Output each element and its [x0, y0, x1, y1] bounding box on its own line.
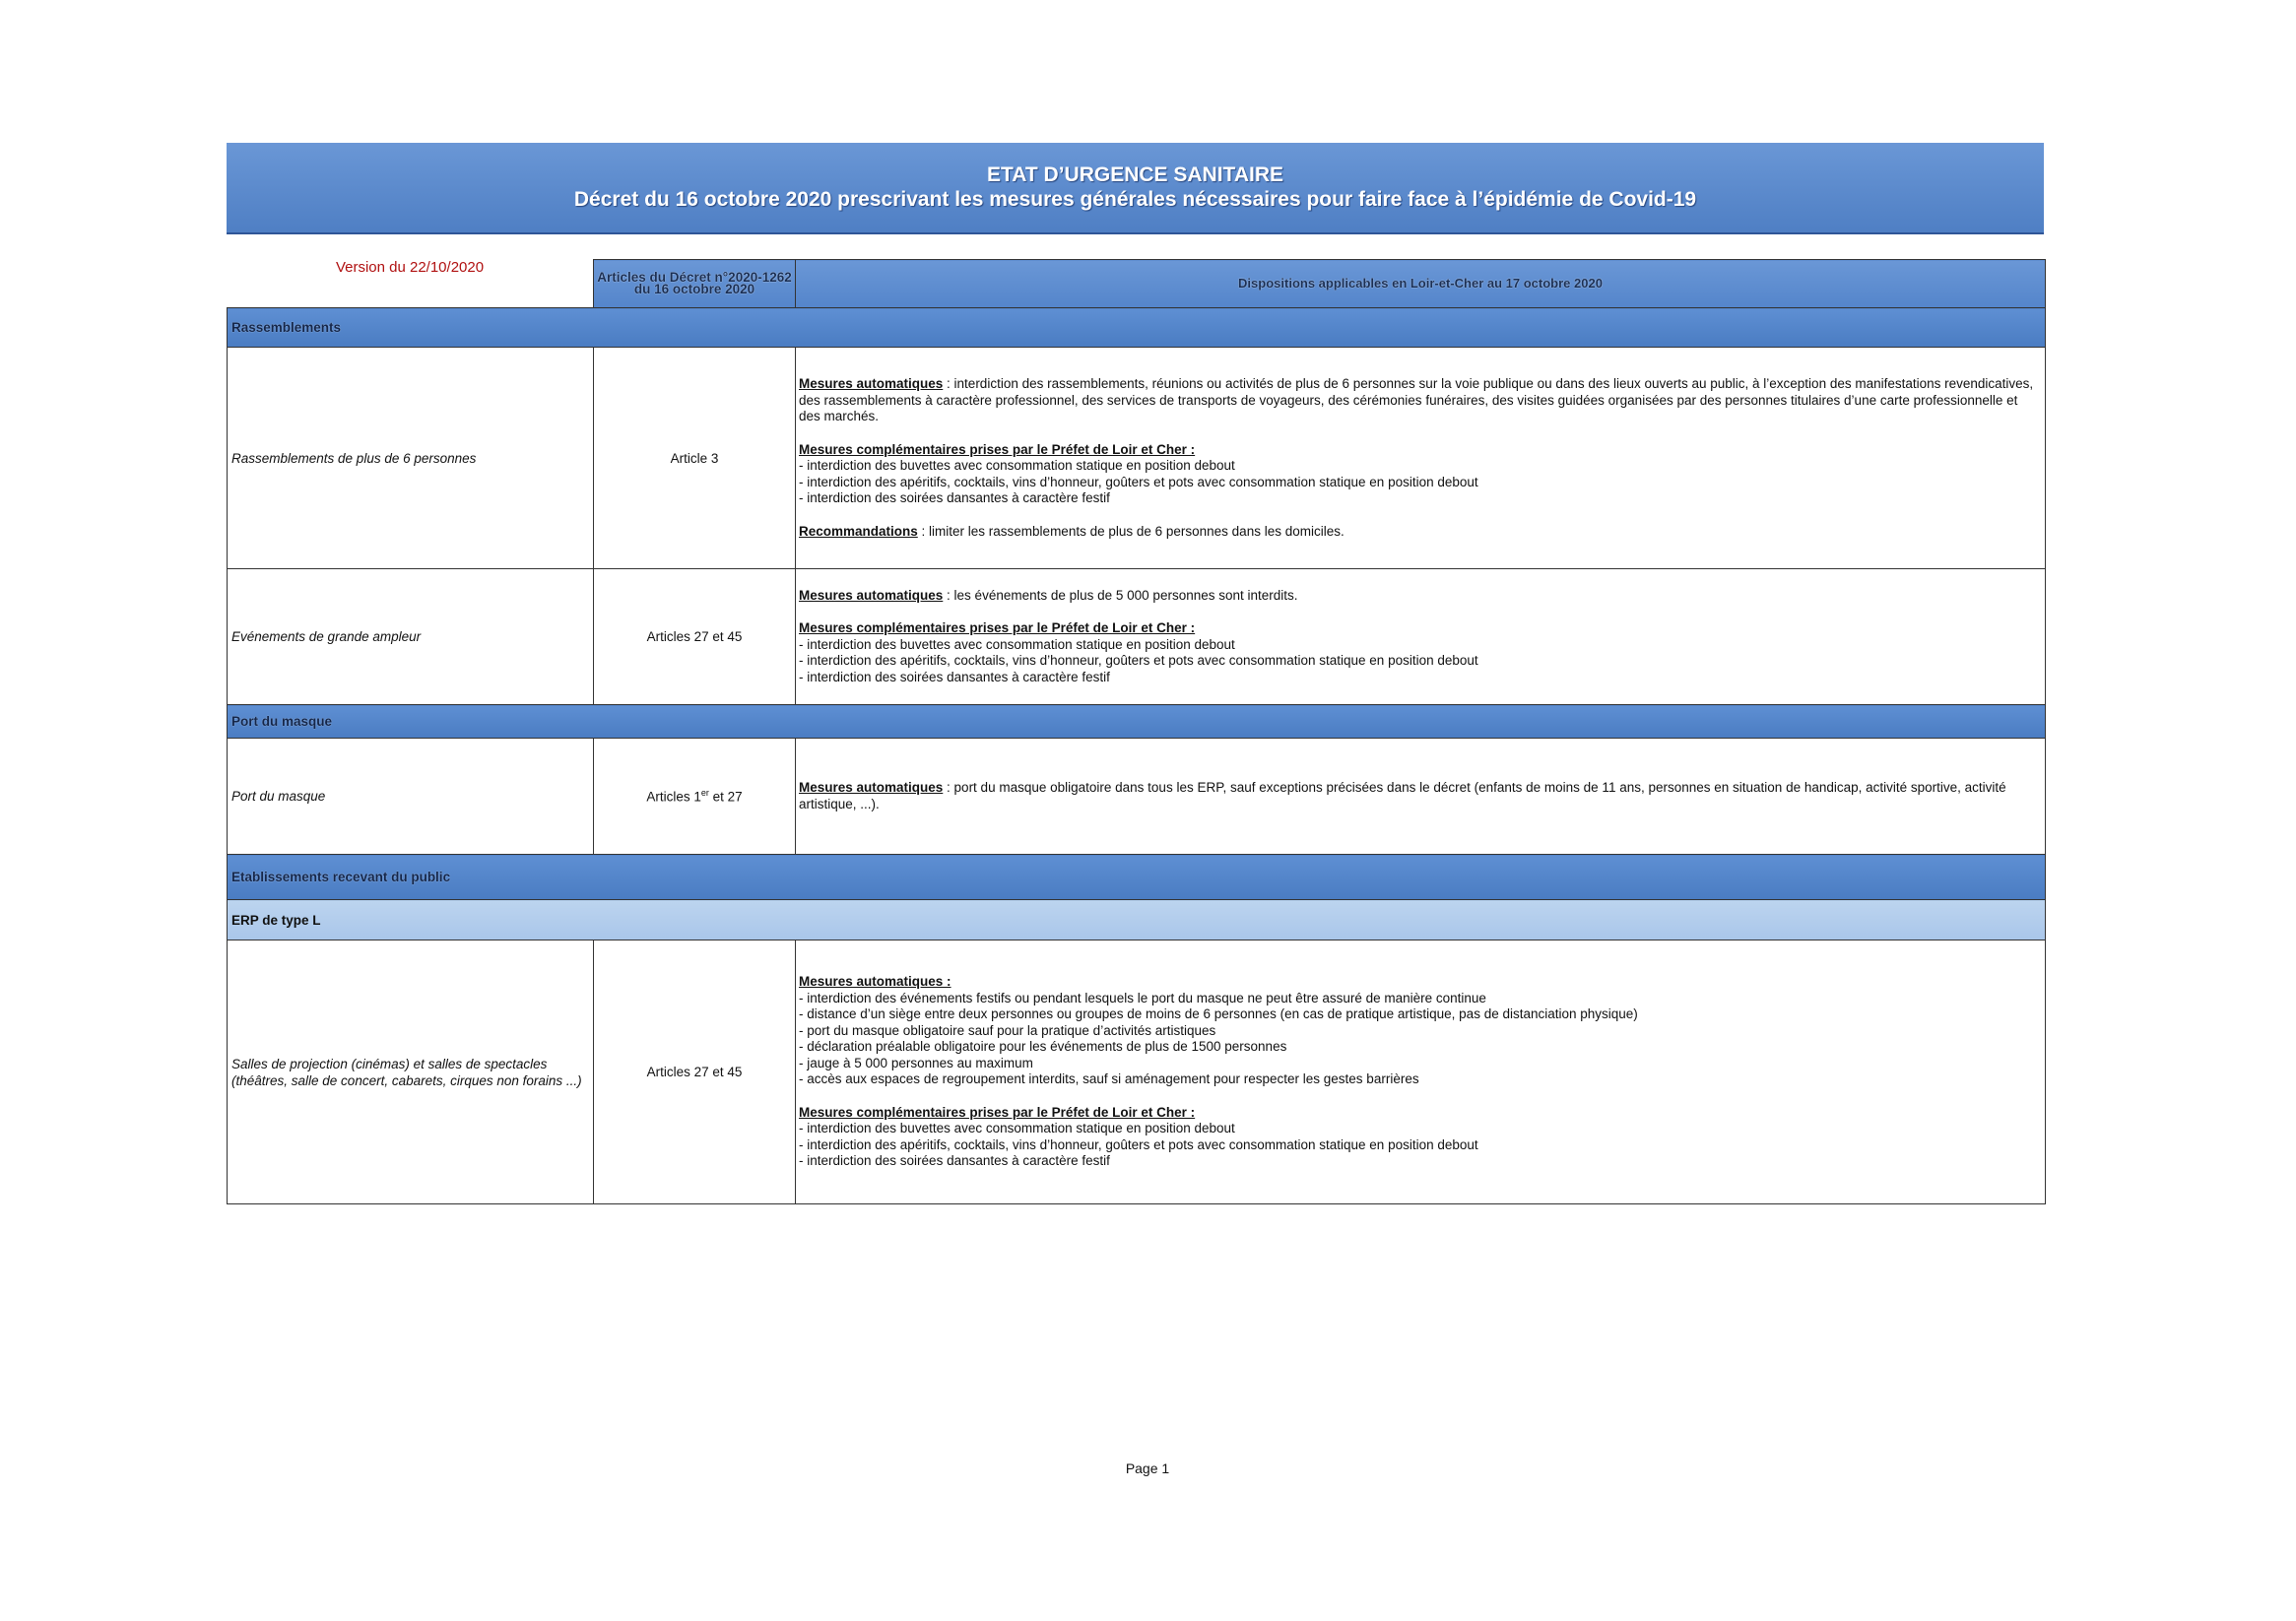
complementary-measures: [799, 620, 2042, 685]
row-article: Articles 27 et 45: [594, 569, 796, 705]
auto-measures: [799, 974, 2042, 1088]
complementary-measures-heading: Mesures complémentaires prises par le Préfet de Loir et Cher :: [799, 620, 1196, 636]
auto-measures-heading: Mesures automatiques :: [799, 974, 951, 990]
column-header-row: [228, 260, 2046, 308]
auto-measures-paragraph: [799, 376, 2042, 425]
list-item: - interdiction des soirées dansantes à caractère festif: [799, 490, 1110, 505]
row-dispositions: [796, 348, 2046, 569]
section-rassemblements: Rassemblements: [228, 308, 2046, 348]
list-item: - interdiction des soirées dansantes à caractère festif: [799, 1153, 1110, 1169]
document-subtitle: Décret du 16 octobre 2020 prescrivant les mesures générales nécessaires pour faire face à l’épidémie de Covid-19: [573, 188, 1697, 211]
column-header-articles: Articles du Décret n°2020-1262 du 16 octobre 2020: [594, 260, 796, 308]
table-row: [228, 940, 2046, 1204]
section-row: [228, 855, 2046, 900]
subsection-row: [228, 900, 2046, 940]
row-article-suffix: et 27: [708, 789, 743, 805]
list-item: - interdiction des apéritifs, cocktails, vins d’honneur, goûters et pots avec consommation statique en position debout: [799, 474, 1478, 489]
recommendations-text: : limiter les rassemblements de plus de 6 personnes dans les domiciles.: [917, 523, 1345, 539]
auto-measures-text: : les événements de plus de 5 000 personnes sont interdits.: [943, 587, 1298, 603]
page-number: Page 1: [1125, 1460, 1170, 1476]
row-article: [594, 739, 796, 855]
row-dispositions: [796, 940, 2046, 1204]
complementary-measures-heading: Mesures complémentaires prises par le Préfet de Loir et Cher :: [799, 441, 1196, 457]
header-blank-cell: [228, 260, 594, 308]
list-item: - interdiction des buvettes avec consommation statique en position debout: [799, 636, 1235, 652]
auto-measures-paragraph: [799, 588, 2042, 605]
section-erp: Etablissements recevant du public: [228, 855, 2046, 900]
row-label: Evénements de grande ampleur: [228, 569, 594, 705]
document-banner: [227, 143, 2044, 234]
row-dispositions: [796, 569, 2046, 705]
recommendations-heading: Recommandations: [799, 523, 918, 539]
auto-measures-heading: Mesures automatiques: [799, 587, 944, 603]
list-item: - interdiction des buvettes avec consommation statique en position debout: [799, 458, 1235, 473]
complementary-measures-heading: Mesures complémentaires prises par le Préfet de Loir et Cher :: [799, 1104, 1196, 1120]
auto-measures-paragraph: [799, 780, 2042, 812]
list-item: - déclaration préalable obligatoire pour les événements de plus de 1500 personnes: [799, 1039, 1287, 1055]
list-item: - accès aux espaces de regroupement interdits, sauf si aménagement pour respecter les gestes barrières: [799, 1071, 1419, 1087]
auto-measures-heading: Mesures automatiques: [799, 780, 944, 795]
section-row: [228, 705, 2046, 739]
list-item: - interdiction des apéritifs, cocktails, vins d’honneur, goûters et pots avec consommation statique en position debout: [799, 653, 1478, 669]
table-row: [228, 348, 2046, 569]
document-title: ETAT D’URGENCE SANITAIRE: [986, 163, 1283, 186]
table-row: [228, 739, 2046, 855]
section-port-du-masque: Port du masque: [228, 705, 2046, 739]
recommendations-paragraph: [799, 524, 2042, 541]
version-label: Version du 22/10/2020: [335, 259, 485, 276]
list-item: - interdiction des événements festifs ou pendant lesquels le port du masque ne peut être assuré de manière continue: [799, 990, 1486, 1005]
auto-measures-text: : port du masque obligatoire dans tous les ERP, sauf exceptions précisées dans le décret (enfants de moins de 11 ans, personnes en situation de handicap, activité sportive, activité artistique, ...).: [799, 780, 2006, 811]
subsection-erp-type-l: ERP de type L: [228, 900, 2046, 940]
row-article-sup: er: [700, 788, 709, 799]
section-row: [228, 308, 2046, 348]
complementary-measures: [799, 1105, 2042, 1170]
row-dispositions: [796, 739, 2046, 855]
row-article: Article 3: [594, 348, 796, 569]
list-item: - interdiction des buvettes avec consommation statique en position debout: [799, 1121, 1235, 1136]
row-article-text: Articles 1: [646, 789, 701, 805]
row-label: Port du masque: [228, 739, 594, 855]
complementary-measures: [799, 442, 2042, 507]
auto-measures-text: : interdiction des rassemblements, réunions ou activités de plus de 6 personnes sur la voie publique ou dans des lieux ouverts au public, à l’exception des manifestations revendicatives, des rassemblements à caractère professionnel, des services de transports de voyageurs, des cérémonies funéraires, des visites guidées organisées par des personnes titulaires d’une carte professionnelle et des marchés.: [799, 376, 2034, 423]
list-item: - interdiction des soirées dansantes à caractère festif: [799, 669, 1110, 684]
row-label: Rassemblements de plus de 6 personnes: [228, 348, 594, 569]
list-item: - port du masque obligatoire sauf pour la pratique d’activités artistiques: [799, 1022, 1216, 1038]
measures-table: [227, 259, 2046, 1204]
table-row: [228, 569, 2046, 705]
list-item: - distance d’un siège entre deux personnes ou groupes de moins de 6 personnes (en cas de pratique artistique, pas de distanciation physique): [799, 1006, 1638, 1022]
auto-measures-heading: Mesures automatiques: [799, 376, 944, 391]
column-header-dispositions: Dispositions applicables en Loir-et-Cher au 17 octobre 2020: [796, 260, 2046, 308]
row-label: Salles de projection (cinémas) et salles de spectacles (théâtres, salle de concert, cabarets, cirques non forains ...): [228, 940, 594, 1204]
row-article: Articles 27 et 45: [594, 940, 796, 1204]
list-item: - interdiction des apéritifs, cocktails, vins d’honneur, goûters et pots avec consommation statique en position debout: [799, 1136, 1478, 1152]
list-item: - jauge à 5 000 personnes au maximum: [799, 1055, 1033, 1070]
